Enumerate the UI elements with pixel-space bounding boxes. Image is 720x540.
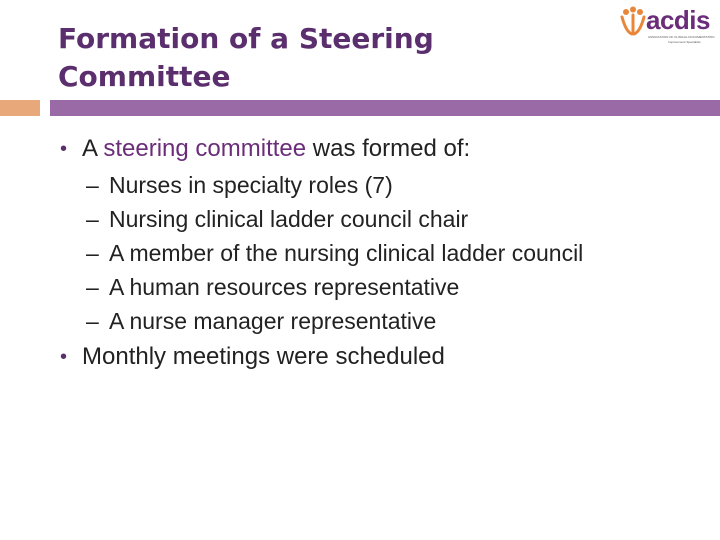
bullet-item-meetings [60,338,680,376]
sub-bullet-item [60,168,680,202]
sub-bullet-item [60,270,680,304]
sub-bullet-item [60,304,680,338]
bullet-glyph: • [60,346,68,368]
sub-bullet-item [60,202,680,236]
logo-tagline-2: Improvement Specialists [668,40,701,44]
bullet-item-committee [60,130,680,168]
dash-glyph: – [86,240,99,266]
sub-bullet-text: A nurse manager representative [109,308,437,334]
slide-title [58,20,558,96]
bullet-text-suffix: was formed of: [306,135,471,162]
dash-glyph: – [86,206,99,232]
acdis-logo [620,4,714,48]
bullet-list [60,130,680,376]
dash-glyph: – [86,274,99,300]
bullet-text-prefix: A [82,135,104,162]
people-figures-icon [620,6,648,36]
sub-bullet-text: A human resources representative [109,274,460,300]
dash-glyph: – [86,172,99,198]
title-rule [50,100,720,116]
dash-glyph: – [86,308,99,334]
sub-bullet-item [60,236,629,270]
sub-bullet-text: Nurses in specialty roles (7) [109,172,393,198]
bullet-glyph: • [60,138,68,160]
sub-bullet-text: A member of the nursing clinical ladder council [109,240,584,266]
sub-bullet-text: Nursing clinical ladder council chair [109,206,469,232]
logo-tagline-1: ASSOCIATION OF CLINICAL DOCUMENTATION [648,35,715,39]
logo-wordmark: acdis [646,5,710,35]
bullet-text: Monthly meetings were scheduled [82,343,445,370]
title-rule-accent [0,100,40,116]
bullet-text-highlight: steering committee [103,135,307,162]
slide-title-line2: Committee [58,60,231,93]
slide-title-line1: Formation of a Steering [58,22,434,55]
